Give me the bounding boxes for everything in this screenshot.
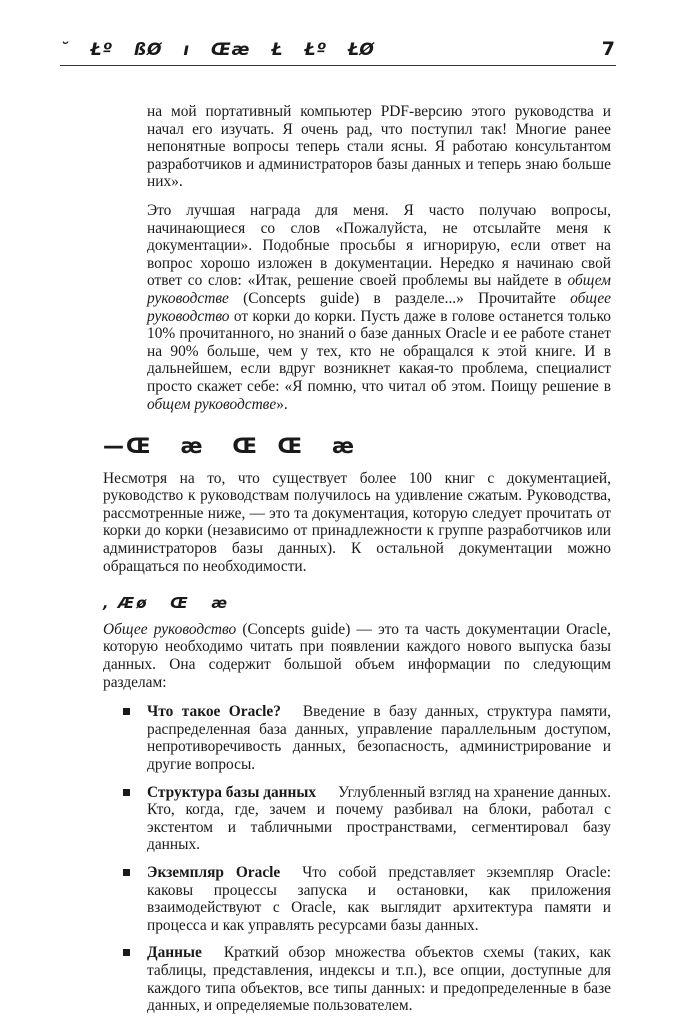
list-item bbox=[147, 703, 611, 773]
section-heading: —Œ æ Œ Œ æ bbox=[103, 434, 356, 459]
list-item bbox=[147, 864, 611, 934]
topic-term: Данные bbox=[147, 944, 202, 962]
body-text bbox=[103, 103, 611, 1025]
square-bullet-icon bbox=[123, 708, 130, 715]
section-intro: Несмотря на то, что существует более 100 книг с документацией, руководство к руководствам получилось на удивление сжатым. Руководства, рассмотренные ниже, — это та документация, которую следует прочитать от корки до корки (независимо от принадлежности к группе разработчиков или администраторов базы данных). К остальной документации можно обращаться по необходимости. bbox=[103, 469, 611, 575]
subsection-intro bbox=[103, 621, 611, 691]
quote-text-part: (Concepts guide) в разделе...» Прочитайте bbox=[228, 289, 571, 307]
topic-term: Что такое Oracle? bbox=[147, 703, 281, 721]
square-bullet-icon bbox=[123, 949, 130, 956]
quote-text-part: ». bbox=[276, 395, 288, 413]
reader-quote bbox=[147, 103, 611, 413]
quote-emphasis: общем руководстве bbox=[147, 272, 611, 307]
quote-emphasis: общее руководство bbox=[147, 289, 611, 325]
topic-list bbox=[103, 703, 611, 1015]
quote-text-part: от корки до корки. Пусть даже в голове останется только 10% прочитанного, но знаний о базе данных Oracle и ее работе станет на 90% больше, чем у тех, кто не обращался к этой книге. И в дальнейшем, если вдруг возникнет какая-то проблема, специалист просто скажет себе: «Я помню, что читал об этом. Поищу решение в bbox=[147, 307, 611, 395]
topic-description: Углубленный взгляд на хранение данных. Кто, когда, где, зачем и почему разбивал на блоки, работал с экстентом и табличными пространствами, сегментировал базу данных. bbox=[147, 783, 611, 854]
topic-term: Экземпляр Oracle bbox=[147, 863, 281, 881]
list-item bbox=[147, 784, 611, 854]
header-rule bbox=[60, 65, 616, 66]
topic-description: Краткий обзор множества объектов схемы (таких, как таблицы, представления, индексы и т.п.), все опции, доступные для каждого типа объектов, все типы данных: и предопределенные в базе данных, и определяемые пользователем. bbox=[147, 944, 611, 1015]
quote-text-part: Это лучшая награда для меня. Я часто получаю вопросы, начинающиеся со слов «Пожалуйста, не отсылайте меня к документации». Подобные просьбы я игнорирую, если ответ на вопрос хорошо изложен в документации. Нередко я начинаю свой ответ со слов: «Итак, решение своей проблемы вы найдете в bbox=[147, 201, 611, 290]
square-bullet-icon bbox=[123, 789, 130, 796]
list-item bbox=[147, 944, 611, 1014]
subsection-intro-text: (Concepts guide) — это та часть документации Oracle, которую необходимо читать при появлении каждого нового выпуска базы данных. Она содержит большой объем информации по следующим разделам: bbox=[103, 620, 611, 691]
topic-description: Что собой представляет экземпляр Oracle: каковы процессы запуска и остановки, как приложения взаимодействуют с Oracle, как выглядит архитектура памяти и процесса и как управлять ресурсами базы данных. bbox=[147, 863, 611, 934]
quote-paragraph-1: на мой портативный компьютер PDF-версию этого руководства и начал его изучать. Я очень рад, что поступил так! Многие ранее непонятные вопросы теперь стали ясны. Я работаю консультантом разработчиков и администраторов базы данных и теперь знаю больше них». bbox=[147, 103, 611, 191]
subsection-intro-emphasis: Общее руководство bbox=[103, 620, 237, 638]
running-head bbox=[60, 38, 616, 62]
quote-emphasis: общем руководстве bbox=[147, 395, 277, 413]
topic-term: Структура базы данных bbox=[147, 783, 317, 801]
page-number: 7 bbox=[601, 38, 616, 60]
square-bullet-icon bbox=[123, 869, 130, 876]
topic-description: Введение в базу данных, структура памяти, распределенная база данных, управление параллельным доступом, непротиворечивость данных, безопасность, администрирование и другие вопросы. bbox=[147, 703, 611, 773]
quote-paragraph-2 bbox=[147, 202, 611, 413]
running-head-text: ˘ Łº ßØ ı Œæ Ł Łº ŁØ bbox=[60, 40, 375, 60]
subsection-heading: ‚ Æø Œ æ bbox=[103, 594, 230, 613]
